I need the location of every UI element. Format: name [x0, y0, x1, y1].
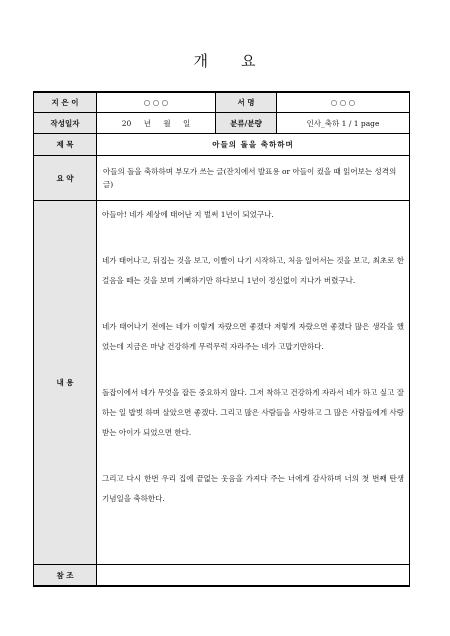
- reference-label: 참 조: [34, 565, 97, 587]
- category-label: 분류/분량: [216, 113, 277, 134]
- author-label: 지 은 이: [34, 92, 97, 113]
- content-paragraph: 돌잡이에서 네가 무엇을 잡든 중요하지 않다. 그저 착하고 건강하게 자라서 네가 하고 싶고 잘 하는 일 밥벗 하며 살았으면 좋겠다. 그리고 많은 사람들을 사랑하고 그 많은 사람들에게 사랑 받는 아이가 되었으면 한다.: [102, 388, 404, 437]
- signer-label: 서 명: [216, 92, 277, 113]
- reference-row: [34, 565, 410, 587]
- author-row: [34, 92, 410, 113]
- date-row: [34, 113, 410, 134]
- content-row: [34, 201, 410, 565]
- date-label: 작성일자: [34, 113, 97, 134]
- content-body: [97, 201, 410, 565]
- title-char-2: 요: [241, 52, 257, 70]
- subject-value: 아들의 돌을 축하하며: [97, 134, 410, 156]
- document-title: [0, 50, 450, 71]
- content-paragraph: 아들아! 네가 세상에 태어난 지 벌써 1년이 되었구나.: [102, 210, 274, 219]
- author-value: ○ ○ ○: [97, 92, 216, 113]
- signer-value: ○ ○ ○: [277, 92, 410, 113]
- summary-label: 요 약: [34, 156, 97, 201]
- subject-row: [34, 134, 410, 156]
- content-label: 내 용: [34, 201, 97, 565]
- summary-row: [34, 156, 410, 201]
- outline-form-table: [33, 91, 410, 587]
- category-value: 인사_축하 1 / 1 page: [277, 113, 410, 134]
- title-char-1: 개: [193, 52, 209, 70]
- subject-label: 제 목: [34, 134, 97, 156]
- reference-value: [97, 565, 410, 587]
- content-paragraph: 네가 태어나기 전에는 네가 이렇게 자랐으면 좋겠다 저렇게 자랐으면 좋겠다 많은 생각을 했었는데 지금은 마냥 건강하게 무럭무럭 자라주는 네가 고맙기만하다.: [102, 322, 404, 351]
- content-paragraph: 그리고 다시 한번 우리 집에 끝없는 웃음을 가져다 주는 너에게 감사하며 너의 첫 번째 탄생 기념일을 축하한다.: [102, 474, 404, 503]
- content-paragraph: 네가 태어나고, 뒤집는 것을 보고, 이빨이 나기 시작하고, 처음 일어서는 것을 보고, 최초로 한 걸음을 떼는 것을 보며 기뻐하기만 하다보니 1년이 정신없이 지나가 버렸구나.: [102, 256, 404, 285]
- summary-value: 아들의 돌을 축하하며 부모가 쓰는 글(잔치에서 발표용 or 아들이 컸을 때 읽어보는 성격의 글): [97, 156, 410, 201]
- date-value: 20 년 월 일: [97, 113, 216, 134]
